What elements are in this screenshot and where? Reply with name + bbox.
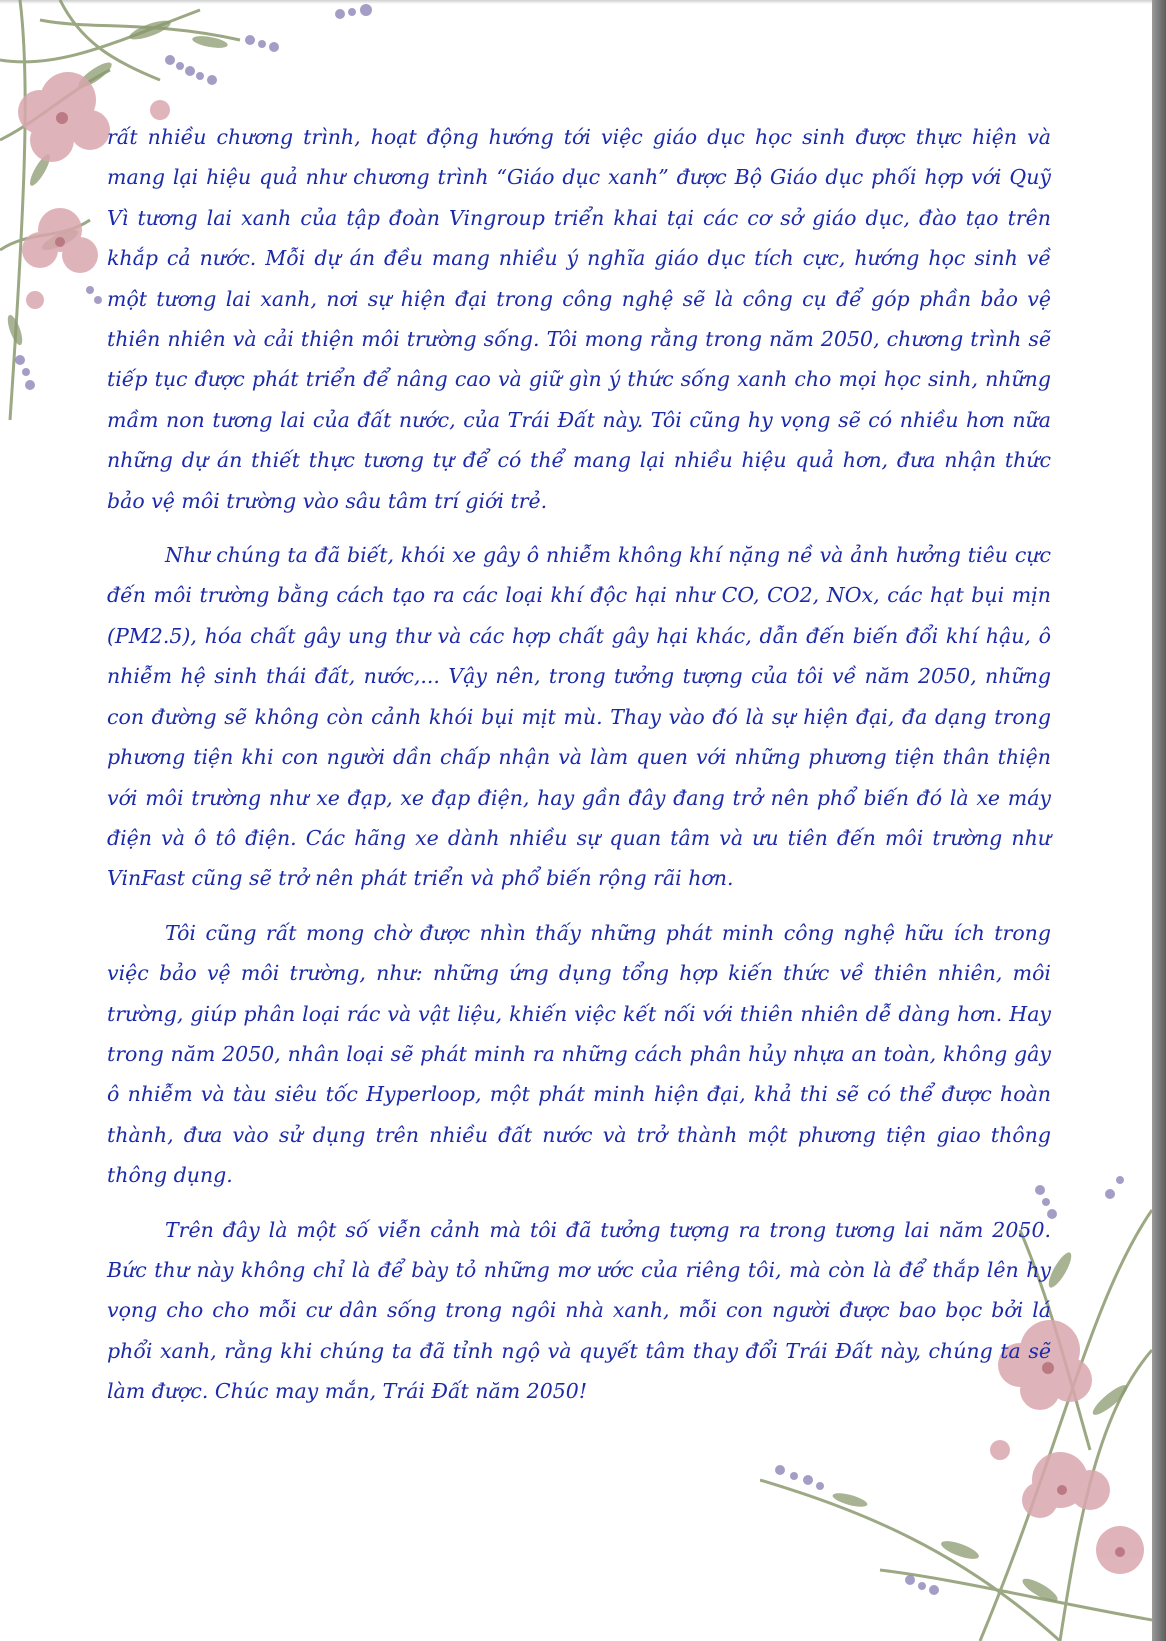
paragraph-3: Tôi cũng rất mong chờ được nhìn thấy những phát minh công nghệ hữu ích trong việc bảo vệ môi trường, như: những ứng dụng tổng hợp kiến thức về thiên nhiên, môi trường, giúp phân loại rác và vật liệu, khiến việc kết nối với thiên nhiên dễ dàng hơn. Hay trong năm 2050, nhân loại sẽ phát minh ra những cách phân hủy nhựa an toàn, không gây ô nhiễm và tàu siêu tốc Hyperloop, một phát minh hiện đại, khả thi sẽ có thể được hoàn thành, đưa vào sử dụng trên nhiều đất nước và trở thành một phương tiện giao thông thông dụng. [107,920,1051,1188]
letter-body [107,117,1051,1426]
paragraph-4: Trên đây là một số viễn cảnh mà tôi đã tưởng tượng ra trong tương lai năm 2050. Bức thư này không chỉ là để bày tỏ những mơ ước của riêng tôi, mà còn là để thắp lên hy vọng cho cho mỗi cư dân sống trong ngôi nhà xanh, mỗi con người được bao bọc bởi lá phổi xanh, rằng khi chúng ta đã tỉnh ngộ và quyết tâm thay đổi Trái Đất này, chúng ta sẽ làm được. Chúc may mắn, Trái Đất năm 2050! [107,1217,1051,1404]
paragraph-1: rất nhiều chương trình, hoạt động hướng tới việc giáo dục học sinh được thực hiện và mang lại hiệu quả như chương trình “Giáo dục xanh” được Bộ Giáo dục phối hợp với Quỹ Vì tương lai xanh của tập đoàn Vingroup triển khai tại các cơ sở giáo dục, đào tạo trên khắp cả nước. Mỗi dự án đều mang nhiều ý nghĩa giáo dục tích cực, hướng học sinh về một tương lai xanh, nơi sự hiện đại trong công nghệ sẽ là công cụ để góp phần bảo vệ thiên nhiên và cải thiện môi trường sống. Tôi mong rằng trong năm 2050, chương trình sẽ tiếp tục được phát triển để nâng cao và giữ gìn ý thức sống xanh cho mọi học sinh, những mầm non tương lai của đất nước, của Trái Đất này. Tôi cũng hy vọng sẽ có nhiều hơn nữa những dự án thiết thực tương tự để có thể mang lại nhiều hiệu quả hơn, đưa nhận thức bảo vệ môi trường vào sâu tâm trí giới trẻ. [107,125,1051,513]
paragraph-2: Như chúng ta đã biết, khói xe gây ô nhiễm không khí nặng nề và ảnh hưởng tiêu cực đến môi trường bằng cách tạo ra các loại khí độc hại như CO, CO2, NOx, các hạt bụi mịn (PM2.5), hóa chất gây ung thư và các hợp chất gây hại khác, dẫn đến biến đổi khí hậu, ô nhiễm hệ sinh thái đất, nước,... Vậy nên, trong tưởng tượng của tôi về năm 2050, những con đường sẽ không còn cảnh khói bụi mịt mù. Thay vào đó là sự hiện đại, đa dạng trong phương tiện khi con người dần chấp nhận và làm quen với những phương tiện thân thiện với môi trường như xe đạp, xe đạp điện, hay gần đây đang trở nên phổ biến đó là xe máy điện và ô tô điện. Các hãng xe dành nhiều sự quan tâm và ưu tiên đến môi trường như VinFast cũng sẽ trở nên phát triển và phổ biến rộng rãi hơn. [107,543,1051,891]
viewer-background [1152,0,1166,1641]
